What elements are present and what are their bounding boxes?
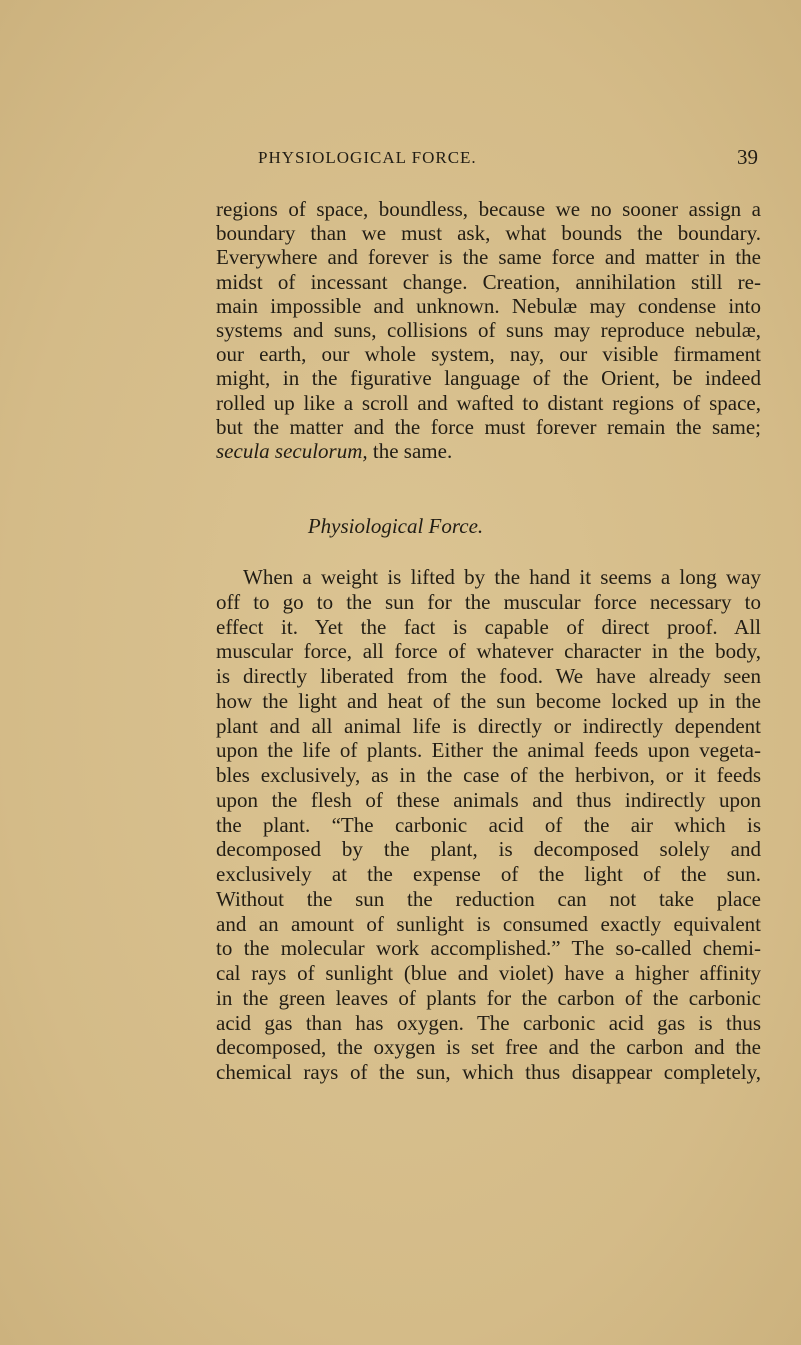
text-line: plant and all animal life is directly or indirectly dependent [216, 713, 761, 738]
italic-phrase: secula seculorum, [216, 438, 368, 463]
text-line: and an amount of sunlight is consumed exactly equivalent [216, 911, 761, 936]
text-line: upon the life of plants. Either the animal feeds upon vegeta- [216, 738, 761, 763]
text-line: exclusively at the expense of the light of the sun. [216, 862, 761, 886]
text-line: systems and suns, collisions of suns may reproduce nebulæ, [216, 317, 761, 342]
text-line: chemical rays of the sun, which thus disappear completely, [216, 1060, 761, 1084]
text-line: to the molecular work accomplished.” The so-called chemi- [216, 936, 761, 961]
section-heading-text: Physiological Force. [307, 514, 484, 538]
text-line: acid gas than has oxygen. The carbonic acid gas is thus [216, 1010, 761, 1035]
page-number: 39 [737, 145, 758, 169]
text-line: rolled up like a scroll and wafted to distant regions of space, [216, 390, 761, 415]
text-line: muscular force, all force of whatever character in the body, [216, 639, 761, 664]
text-line: the plant. “The carbonic acid of the air which is [216, 812, 761, 837]
text-line: Without the sun the reduction can not take place [216, 886, 761, 911]
running-header-title: PHYSIOLOGICAL FORCE. [258, 148, 477, 167]
text-line: upon the flesh of these animals and thus indirectly upon [216, 787, 761, 812]
text-line: bles exclusively, as in the case of the herbivon, or it feeds [216, 763, 761, 787]
running-header [258, 145, 758, 178]
text-line: is directly liberated from the food. We have already seen [216, 664, 761, 688]
text-line: our earth, our whole system, nay, our visible firmament [216, 342, 761, 367]
text-line: When a weight is lifted by the hand it seems a long way [243, 565, 761, 589]
text-line: effect it. Yet the fact is capable of direct proof. All [216, 614, 761, 639]
text-line: off to go to the sun for the muscular force necessary to [216, 589, 761, 614]
text-fragment: the same. [367, 438, 453, 463]
text-line: might, in the figurative language of the Orient, be indeed [216, 366, 761, 391]
text-line: cal rays of sunlight (blue and violet) have a higher affinity [216, 961, 761, 985]
text-line: Everywhere and forever is the same force and matter in the [216, 245, 761, 270]
text-line: decomposed by the plant, is decomposed solely and [216, 837, 761, 862]
paragraph-2 [216, 565, 761, 1085]
text-line: decomposed, the oxygen is set free and the carbon and the [216, 1035, 761, 1060]
text-line: regions of space, boundless, because we no sooner assign a [216, 197, 761, 221]
text-line: boundary than we must ask, what bounds the boundary. [216, 221, 761, 246]
text-line: midst of incessant change. Creation, annihilation still re- [216, 269, 761, 294]
paragraph-1 [216, 197, 761, 463]
text-line: how the light and heat of the sun become locked up in the [216, 688, 761, 713]
text-line: main impossible and unknown. Nebulæ may condense into [216, 293, 761, 318]
section-heading [0, 514, 801, 539]
text-line [216, 439, 761, 463]
text-line: in the green leaves of plants for the carbon of the carbonic [216, 985, 761, 1010]
text-line: but the matter and the force must forever remain the same; [216, 414, 761, 439]
